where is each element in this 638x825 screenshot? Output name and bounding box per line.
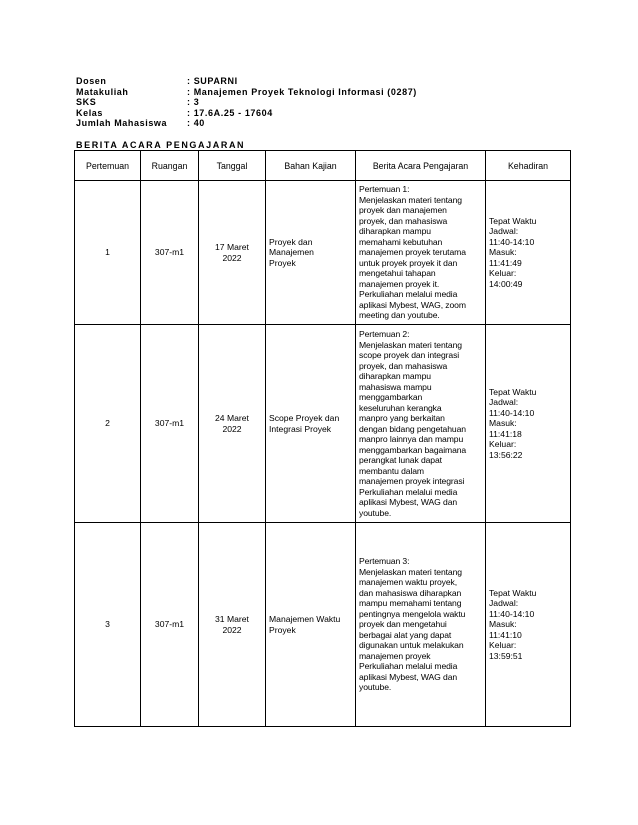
info-label: Jumlah Mahasiswa	[76, 118, 168, 129]
cell-tanggal: 24 Maret 2022	[199, 325, 266, 523]
cell-ruangan: 307-m1	[141, 325, 199, 523]
info-value: : 3	[187, 97, 200, 108]
table-row	[75, 181, 571, 325]
cell-pertemuan: 1	[75, 181, 141, 325]
cell-berita-acara: Pertemuan 2: Menjelaskan materi tentang scope proyek dan integrasi proyek, dan mahasiswa diharapkan mampu mahasiswa mampu menggambarkan keseluruhan kerangka manpro yang berkaitan dengan bidang pengetahuan manpro lainnya dan mampu menggambarkan bagaimana perangkat lunak dapat membantu dalam manajemen proyek integrasi Perkuliahan melalui media aplikasi Mybest, WAG dan youtube.	[356, 325, 486, 523]
column-header-pertemuan: Pertemuan	[75, 151, 141, 181]
info-label: SKS	[76, 97, 97, 108]
cell-ruangan: 307-m1	[141, 523, 199, 727]
info-row-matakuliah	[76, 87, 417, 98]
info-label: Dosen	[76, 76, 107, 86]
info-value: : Manajemen Proyek Teknologi Informasi (0287)	[187, 86, 417, 97]
cell-kehadiran: Tepat Waktu Jadwal: 11:40-14:10 Masuk: 11:41:49 Keluar: 14:00:49	[486, 181, 571, 325]
info-row-dosen	[76, 76, 417, 87]
cell-tanggal: 31 Maret 2022	[199, 523, 266, 727]
cell-tanggal: 17 Maret 2022	[199, 181, 266, 325]
info-row-kelas	[76, 108, 417, 119]
section-title: BERITA ACARA PENGAJARAN	[76, 140, 246, 150]
cell-kehadiran: Tepat Waktu Jadwal: 11:40-14:10 Masuk: 11:41:18 Keluar: 13:56:22	[486, 325, 571, 523]
lecture-info-header	[76, 76, 417, 129]
table-header-row	[75, 151, 571, 181]
column-header-ruangan: Ruangan	[141, 151, 199, 181]
info-label: Matakuliah	[76, 86, 129, 97]
teaching-record-table	[74, 150, 571, 727]
column-header-kehadiran: Kehadiran	[486, 151, 571, 181]
info-value: : 17.6A.25 - 17604	[187, 107, 273, 118]
cell-bahan-kajian: Scope Proyek dan Integrasi Proyek	[266, 325, 356, 523]
info-value: : 40	[187, 118, 205, 129]
cell-pertemuan: 3	[75, 523, 141, 727]
info-row-sks	[76, 97, 417, 108]
table-row	[75, 325, 571, 523]
cell-kehadiran: Tepat Waktu Jadwal: 11:40-14:10 Masuk: 11:41:10 Keluar: 13:59:51	[486, 523, 571, 727]
cell-bahan-kajian: Manajemen Waktu Proyek	[266, 523, 356, 727]
column-header-tanggal: Tanggal	[199, 151, 266, 181]
cell-bahan-kajian: Proyek dan Manajemen Proyek	[266, 181, 356, 325]
column-header-bahan-kajian: Bahan Kajian	[266, 151, 356, 181]
cell-pertemuan: 2	[75, 325, 141, 523]
info-value: : SUPARNI	[187, 76, 238, 86]
cell-berita-acara: Pertemuan 1: Menjelaskan materi tentang proyek dan manajemen proyek, dan mahasiswa diharapkan mampu memahami kebutuhan manajemen proyek terutama untuk proyek proyek it dan mengetahui tahapan manajemen proyek it. Perkuliahan melalui media aplikasi Mybest, WAG, zoom meeting dan youtube.	[356, 181, 486, 325]
info-row-jumlah-mahasiswa	[76, 118, 417, 129]
cell-berita-acara: Pertemuan 3: Menjelaskan materi tentang manajemen waktu proyek, dan mahasiswa diharapkan mampu memahami tentang pentingnya mengelola waktu proyek dan mengetahui berbagai alat yang dapat digunakan untuk melakukan manajemen proyek Perkuliahan melalui media aplikasi Mybest, WAG dan youtube.	[356, 523, 486, 727]
table-row	[75, 523, 571, 727]
info-label: Kelas	[76, 107, 104, 118]
column-header-berita-acara: Berita Acara Pengajaran	[356, 151, 486, 181]
cell-ruangan: 307-m1	[141, 181, 199, 325]
